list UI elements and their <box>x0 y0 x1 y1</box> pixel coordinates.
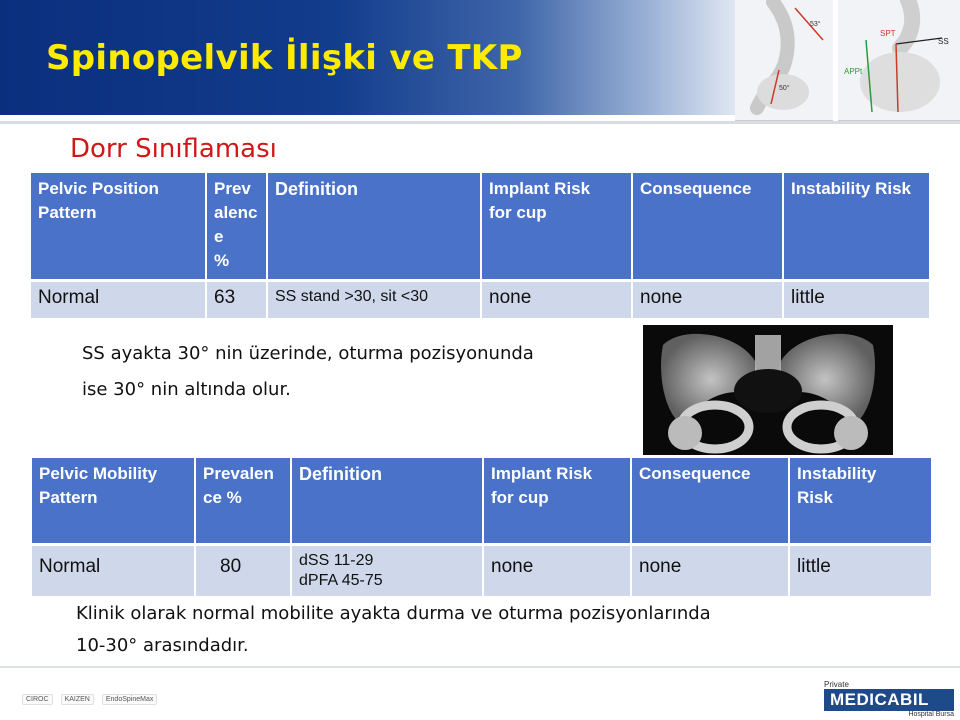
table-cell: none <box>632 280 783 318</box>
logo-private-text: Private <box>824 680 849 689</box>
table-cell: Normal <box>31 280 206 318</box>
pelvis-lateral-thumbnail <box>838 0 960 121</box>
logo-brand-name: MEDICABIL <box>824 689 954 711</box>
header-cell: Pelvic Mobility Pattern <box>32 458 195 544</box>
header-cell: Definition <box>267 173 481 280</box>
header-cell: Consequence <box>632 173 783 280</box>
table-cell: dSS 11-29 dPFA 45-75 <box>291 544 483 596</box>
pelvic-position-table <box>31 173 929 318</box>
table-cell: none <box>483 544 631 596</box>
slide-title: Spinopelvik İlişki ve TKP <box>46 38 523 78</box>
explanation-text-1 <box>82 336 534 408</box>
pelvic-mobility-table <box>32 458 931 596</box>
spine-lateral-thumbnail <box>735 0 833 121</box>
table-row <box>31 280 929 318</box>
partner-logos <box>22 688 157 710</box>
table-row <box>32 544 931 596</box>
table-cell: 80 <box>195 544 291 596</box>
header-cell: Definition <box>291 458 483 544</box>
angle-label-bottom: 50° <box>779 85 790 92</box>
table-cell: little <box>783 280 929 318</box>
spine-lateral-drawing <box>735 0 833 120</box>
table-cell: 63 <box>206 280 267 318</box>
header-divider <box>0 121 960 124</box>
pelvis-xray-image <box>643 325 893 455</box>
text-line: Klinik olarak normal mobilite ayakta durma ve oturma pozisyonlarında <box>76 603 711 624</box>
pelvis-xray-drawing <box>643 325 893 455</box>
section-subtitle: Dorr Sınıflaması <box>70 134 277 164</box>
text-line: SS ayakta 30° nin üzerinde, oturma pozisyonunda <box>82 343 534 364</box>
table-cell: little <box>789 544 931 596</box>
header-cell: Consequence <box>631 458 789 544</box>
logo-subtext: Hospital Bursa <box>908 711 954 718</box>
table-cell: none <box>481 280 632 318</box>
spt-label: SPT <box>880 29 896 38</box>
explanation-text-2 <box>76 598 711 662</box>
text-line: 10-30° arasındadır. <box>76 635 249 656</box>
text-line: ise 30° nin altında olur. <box>82 379 291 400</box>
header-cell: Pelvic Position Pattern <box>31 173 206 280</box>
header-cell: Prev alenc e % <box>206 173 267 280</box>
angle-label-top: 53° <box>810 21 821 28</box>
hospital-logo <box>824 680 954 718</box>
appt-label: APPt <box>844 67 863 76</box>
table-cell: none <box>631 544 789 596</box>
header-cell: Prevalen ce % <box>195 458 291 544</box>
header-cell: Instability Risk <box>783 173 929 280</box>
header-cell: Instability Risk <box>789 458 931 544</box>
header-cell: Implant Risk for cup <box>481 173 632 280</box>
table-cell: Normal <box>32 544 195 596</box>
partner-logo: EndoSpineMax <box>102 694 157 705</box>
partner-logo: CIROC <box>22 694 53 705</box>
pelvis-lateral-drawing <box>838 0 960 120</box>
footer-divider <box>0 666 960 668</box>
partner-logo: KAIZEN <box>61 694 94 705</box>
table-cell: SS stand >30, sit <30 <box>267 280 481 318</box>
header-cell: Implant Risk for cup <box>483 458 631 544</box>
ss-label: SS <box>938 37 949 46</box>
